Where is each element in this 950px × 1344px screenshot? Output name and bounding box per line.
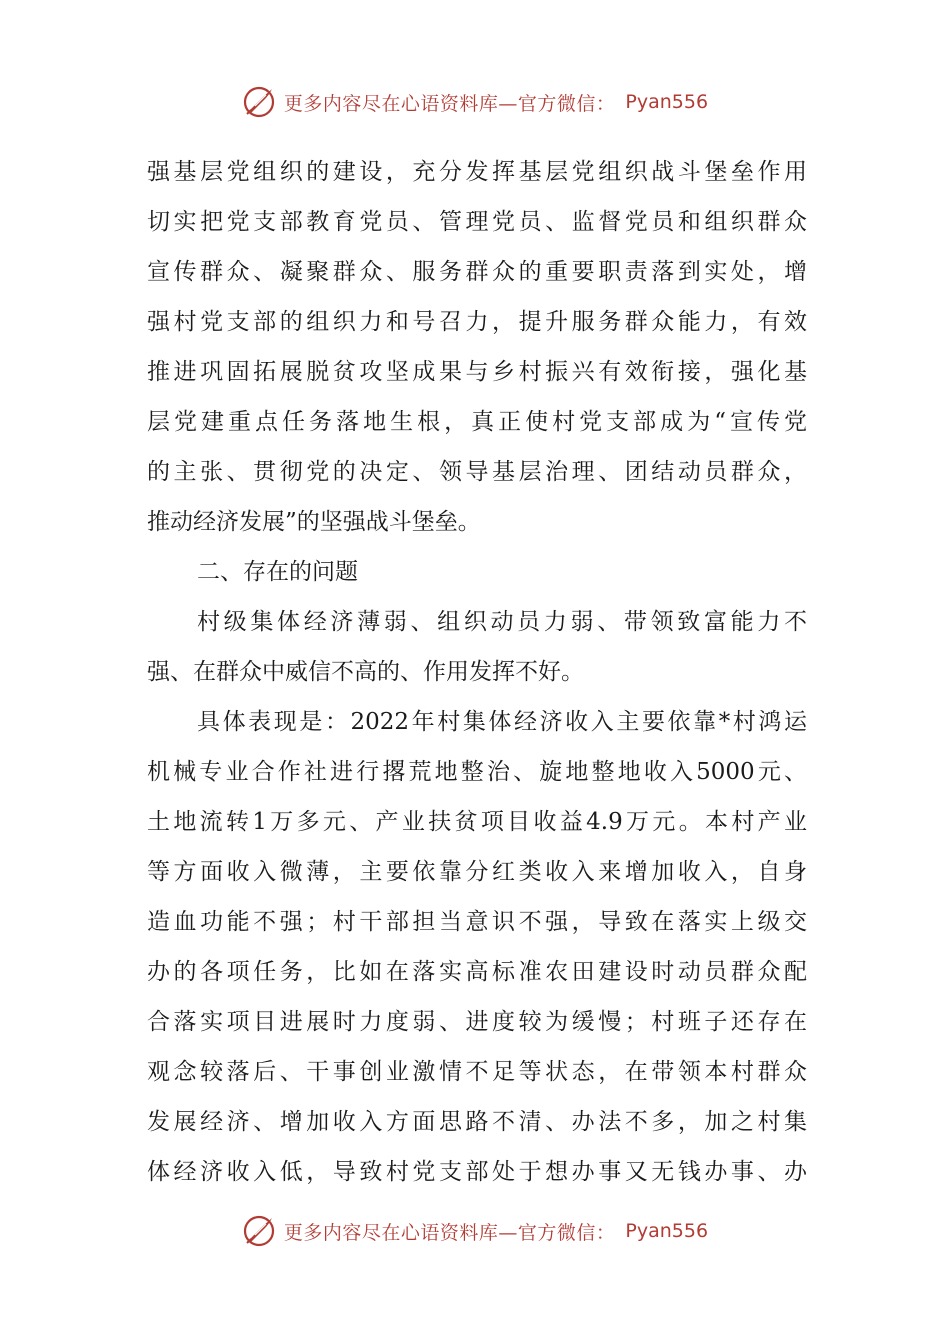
- body-line: 的主张、贯彻党的决定、领导基层治理、团结动员群众，: [147, 459, 807, 485]
- body-line: 合落实项目进展时力度弱、进度较为缓慢；村班子还存在: [147, 1009, 807, 1035]
- header-slogan: 更多内容尽在心语资料库—官方微信：: [283, 92, 616, 115]
- footer-wechat-id: Pyan556: [625, 1220, 709, 1242]
- body-line: 切实把党支部教育党员、管理党员、监督党员和组织群众: [147, 209, 807, 235]
- body-line: 具体表现是：2022年村集体经济收入主要依靠*村鸿运: [197, 709, 807, 735]
- quill-pen-logo-icon: [242, 1214, 276, 1248]
- body-line: 宣传群众、凝聚群众、服务群众的重要职责落到实处，增: [147, 259, 807, 285]
- body-line: 村级集体经济薄弱、组织动员力弱、带领致富能力不: [197, 609, 807, 635]
- body-line: 推进巩固拓展脱贫攻坚成果与乡村振兴有效衔接，强化基: [147, 359, 807, 385]
- header-banner: [242, 85, 708, 119]
- body-line: 体经济收入低，导致村党支部处于想办事又无钱办事、办: [147, 1159, 807, 1185]
- body-line: 土地流转1万多元、产业扶贫项目收益4.9万元。本村产业: [147, 809, 807, 835]
- body-line: 机械专业合作社进行撂荒地整治、旋地整地收入5000元、: [147, 759, 807, 785]
- body-line: 发展经济、增加收入方面思路不清、办法不多，加之村集: [147, 1109, 807, 1135]
- body-line: 观念较落后、干事创业激情不足等状态，在带领本村群众: [147, 1059, 807, 1085]
- body-line: 办的各项任务，比如在落实高标准农田建设时动员群众配: [147, 959, 807, 985]
- body-line: 强、在群众中威信不高的、作用发挥不好。: [147, 659, 584, 685]
- body-line: 层党建重点任务落地生根，真正使村党支部成为“宣传党: [147, 409, 807, 435]
- body-line: 造血功能不强；村干部担当意识不强，导致在落实上级交: [147, 909, 807, 935]
- footer-slogan: 更多内容尽在心语资料库—官方微信：: [283, 1221, 616, 1244]
- section-heading: 二、存在的问题: [197, 559, 358, 585]
- footer-banner: [242, 1214, 708, 1248]
- document-body: [147, 147, 807, 1197]
- header-wechat-id: Pyan556: [625, 91, 709, 113]
- page-header: [0, 82, 950, 122]
- page-footer: [0, 1211, 950, 1251]
- body-line: 强村党支部的组织力和号召力，提升服务群众能力，有效: [147, 309, 807, 335]
- body-line: 推动经济发展”的坚强战斗堡垒。: [147, 509, 481, 535]
- body-line: 等方面收入微薄，主要依靠分红类收入来增加收入，自身: [147, 859, 807, 885]
- body-line: 强基层党组织的建设，充分发挥基层党组织战斗堡垒作用: [147, 159, 807, 185]
- quill-pen-logo-icon: [242, 85, 276, 119]
